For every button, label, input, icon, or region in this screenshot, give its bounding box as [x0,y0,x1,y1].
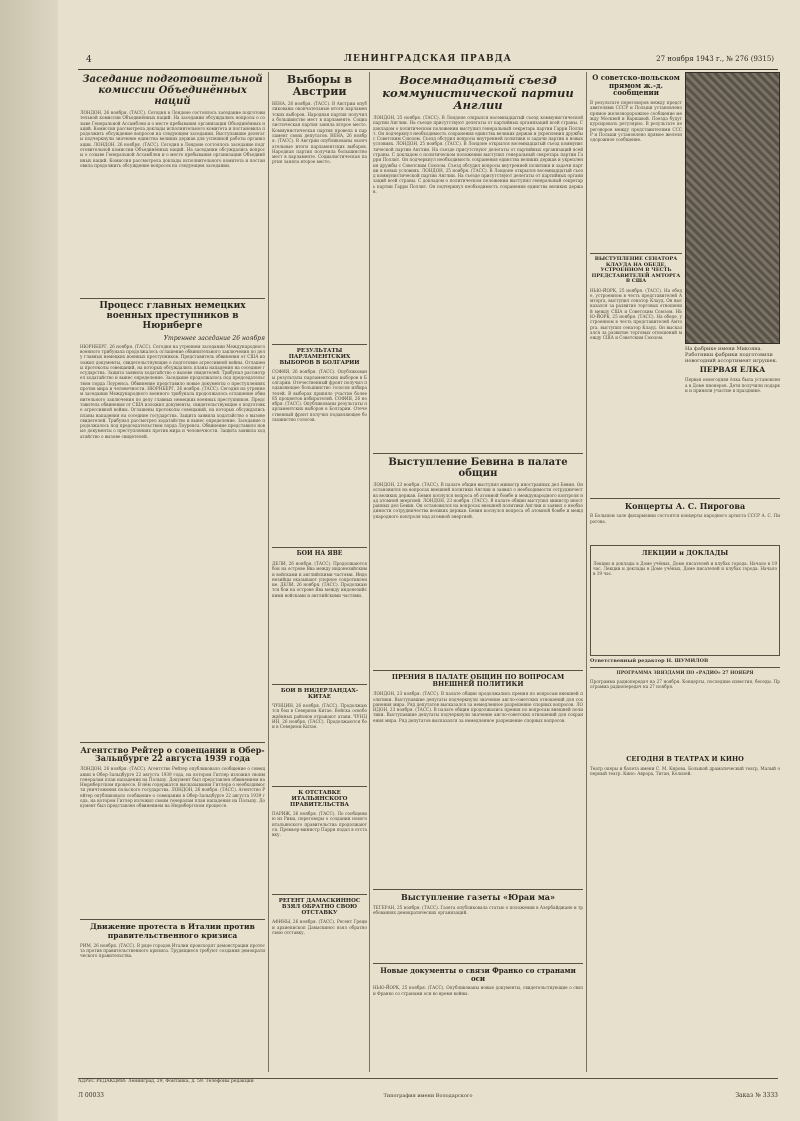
article-text: ЛОНДОН, 25 ноября. (ТАСС). В Лондоне открылся восемнадцатый съезд коммунистической партии Англии. На съезде присутствуют делегаты от партийных организаций всей страны. С докладом о политическом положении выступил генеральный секретарь партии Гарри Поллит. Он подчеркнул необходимость сохранения единства великих держав и укрепления дружбы с Советским Союзом. Съезд обсудил вопросы внутренней политики и задачи партии в новых условиях. ЛОНДОН, 25 ноября. (ТАСС). В Лондоне открылся восемнадцатый съезд коммунистической партии Англии. На съезде присутствуют делегаты от партийных организаций всей страны. С докладом о политическом положении выступил генеральный секретарь партии Гарри Поллит. Он подчеркнул необходимость сохранения единства великих держав и укрепления дружбы с Советским Союзом. Съезд обсудил вопросы внутренней политики и задачи партии в новых условиях. ЛОНДОН, 25 ноября. (ТАСС). В Лондоне открылся восемнадцатый съезд коммунистической партии Англии. На съезде присутствуют делегаты от партийных организаций всей страны. С докладом о политическом положении выступил генеральный секретарь партии Гарри Поллит. Он подчеркнул необходимость сохранения единства великих держав. [373,114,583,195]
headline-bulgaria: РЕЗУЛЬТАТЫ ПАРЛАМЕНТСКИХ ВЫБОРОВ В БОЛГАРИИ [279,348,360,367]
article-text: ЛОНДОН, 23 ноября. (ТАСС). В палате общин выступил министр иностранных дел Бевин. Он остановился на вопросах внешней политики Англии и заявил о необходимости сотрудничества великих держав. Бевин коснулся вопроса об атомной бомбе и международного контроля над атомной энергией. ЛОНДОН, 23 ноября. (ТАСС). В палате общин выступил министр иностранных дел Бевин. Он остановился на вопросах внешней политики Англии и заявил о необходимости сотрудничества великих держав. Бевин коснулся вопроса об атомной бомбе и международного контроля над атомной энергией. [373,481,583,519]
radio-title: ПРОГРАММА ЗВЯЗДАМИ ПО «РАДИО» 27 НОЯБРЯ [616,670,754,676]
headline-lectures: ЛЕКЦИИ и ДОКЛАДЫ [641,549,729,558]
article-text: НЬЮ-ЙОРК, 25 ноября. (ТАСС). На обеде, устроенном в честь представителей Амторга, выступил сенатор Клауд. Он высказался за развитие торговых отношений между США и Советским Союзом. НЬЮ-ЙОРК, 25 ноября. (ТАСС). На обеде, устроенном в честь представителей Амторга, выступил сенатор Клауд. Он высказался за развитие торговых отношений между США и Советским Союзом. [590,287,682,341]
column-4 [590,72,780,1072]
column-rule [369,72,370,1072]
headline-bevin: Выступление Бевина в палате общин [388,456,568,479]
article-text: ЛОНДОН, 26 ноября. (ТАСС). Агентство Рейтер опубликовало сообщение о совещании в Обер-Зальцбурге 22 августа 1939 года, на котором Гитлер изложил своим генералам план нападения на Польшу. Документ был представлен обвинением на Нюрнбергском процессе. В нём содержатся высказывания Гитлера о необходимости уничтожения польского государства. ЛОНДОН, 26 ноября. (ТАСС). Агентство Рейтер опубликовало сообщение о совещании в Обер-Зальцбурге 22 августа 1939 года, на котором Гитлер изложил своим генералам план нападения на Польшу. Документ был представлен обвинением на Нюрнбергском процессе. [80,766,265,809]
masthead [78,53,778,70]
headline-nuremberg: Процесс главных немецких военных преступников в Нюрнберге [99,301,246,331]
footer-printer: Типография имени Володарского [383,1093,473,1099]
headline-debates: ПРЕНИЯ В ПАЛАТЕ ОБЩИН ПО ВОПРОСАМ ВНЕШНЕЙ ПОЛИТИКИ [391,672,565,689]
column-1 [80,72,265,1072]
article-text: РИМ, 26 ноября. (ТАСС). В ряде городов Италии происходят демонстрации протеста против правительственного кризиса. Трудящиеся требуют создания демократического правительства. [80,942,265,959]
page-footer [78,1078,778,1099]
headline-reuters: Агентство Рейтер о совещании в Обер-Зальцбурге 22 августа 1939 года [80,744,265,764]
page-edge [0,0,58,1121]
photo-caption: На фабрике имени Микояна. Работники фабрики подготовили новогодний ассортимент игрушек. [685,346,778,364]
article-text: ДЕЛИ, 26 ноября. (ТАСС). Продолжаются бои на острове Ява между индонезийскими войсками и английскими частями. Индонезийцы оказывают упорное сопротивление. ДЕЛИ, 26 ноября. (ТАСС). Продолжаются бои на острове Ява между индонезийскими войсками и английскими частями. [272,560,367,598]
page-number: 4 [86,55,92,65]
headline-franco: Новые документы о связи Франко со странами оси [380,966,576,983]
article-text: СОФИЯ, 26 ноября. (ТАСС). Опубликованы результаты парламентских выборов в Болгарии. Отечественный фронт получил подавляющее большинство голосов избирателей. В выборах приняло участие более 85 процентов избирателей. СОФИЯ, 26 ноября. (ТАСС). Опубликованы результаты парламентских выборов в Болгарии. Отечественный фронт получил подавляющее большинство голосов. [272,369,367,422]
headline-senator: ВЫСТУПЛЕНИЕ СЕНАТОРА КЛАУДА НА ОБЕДЕ, УСТРОЕННОМ В ЧЕСТЬ ПРЕДСТАВИТЕЛЕЙ АМТОРГА В США [591,256,681,285]
headline-java: БОИ НА ЯВЕ [296,550,343,558]
column-2 [272,72,367,1072]
headline-italy: Движение протеста в Италии против правительственного кризиса [90,922,255,940]
article-text: ЛОНДОН, 23 ноября. (ТАСС). В палате общин продолжались прения по вопросам внешней политики. Выступавшие депутаты подчеркнули значение англо-советских отношений для сохранения мира. Ряд депутатов высказался за немедленное разрешение спорных вопросов. ЛОНДОН, 23 ноября. (ТАСС). В палате общин продолжались прения по вопросам внешней политики. Выступавшие депутаты подчеркнули значение англо-советских отношений для сохранения мира. Ряд депутатов высказался за немедленное разрешение спорных вопросов. [373,691,583,723]
theatre-listings: Театр оперы и балета имени С. М. Кирова, Большой драматический театр, Малый оперный театр. Кино: Аврора, Титан, Колизей. [590,765,780,776]
headline-damaskinos: РЕГЕНТ ДАМАСКИННОС ВЗЯЛ ОБРАТНО СВОЮ ОТСТАВКУ [278,898,361,917]
footer-address: АДРЕС РЕДАКЦИИ: Ленинград, 29, Фонтанка, д. 59. Телефоны редакции [78,1079,254,1084]
article-text: НЮРНБЕРГ, 26 ноября. (ТАСС). Сегодня на утреннем заседании Международного военного трибунала продолжалось оглашение обвинительного заключения по делу главных немецких военных преступников. Представитель обвинения от США изложил документы, свидетельствующие о подготовке агрессивной войны. Оглашены протоколы совещаний, на которых обсуждались планы нападения на соседние государства. Защита заявила ходатайство о вызове свидетелей. Трибунал рассмотрел ходатайство и вынес определение. Заседание продолжалось под председательством лорда Лоуренса. Обвинение представило новые документы о преступлениях против мира и человечности. НЮРНБЕРГ, 26 ноября. (ТАСС). Сегодня на утреннем заседании Международного военного трибунала продолжалось оглашение обвинительного заключения по делу главных немецких военных преступников. Представитель обвинения от США изложил документы, свидетельствующие о подготовке агрессивной войны. Оглашены протоколы совещаний, на которых обсуждались планы нападения на соседние государства. Защита заявила ходатайство о вызове свидетелей. Трибунал рассмотрел ходатайство и вынес определение. Заседание продолжалось под председательством лорда Лоуренса. Обвинение представило новые документы о преступлениях против мира и человечности. Защита заявила ходатайство о вызове свидетелей. [80,343,265,439]
article-text: В результате переговоров между представителями СССР и Польши установлено прямое железнодорожное сообщение между Москвой и Варшавой. Поезда будут курсировать регулярно. В результате переговоров между представителями СССР и Польши установлено прямое железнодорожное сообщение. [590,100,682,143]
article-text: Лекции и доклады в Доме учёных, Доме писателей и клубах города. Начало в 19 час. Лекции и доклады в Доме учёных, Доме писателей и клубах города. Начало в 19 час. [593,560,777,577]
headline-concerts: Концерты А. С. Пирогова [624,500,746,511]
newspaper-photo [685,72,780,344]
lectures-box [590,545,780,655]
headline-italian-govt: К ОТСТАВКЕ ИТАЛЬЯНСКОГО ПРАВИТЕЛЬСТВА [290,790,349,809]
article-text: В Большом зале филармонии состоятся концерты народного артиста СССР А. С. Пирогова. [590,513,780,524]
article-text: ПАРИЖ, 26 ноября. (ТАСС). По сообщению из Рима, переговоры о создании нового итальянского правительства продолжаются. Премьер-министр Парри подал в отставку. [272,811,367,838]
nuremberg-lede: Утреннее заседание 26 ноября [163,334,265,342]
headline-newspaper: Выступление газеты «Юраи ма» [401,892,555,903]
headline-theatres: СЕГОДНЯ В ТЕАТРАХ И КИНО [626,754,744,763]
article-text: НЬЮ-ЙОРК, 25 ноября. (ТАСС). Опубликованы новые документы, свидетельствующие о связи Франко со странами оси во время войны. [373,985,583,996]
article-text: АФИНЫ, 26 ноября. (ТАСС). Регент Греции архиепископ Дамаскинос взял обратно свою отставку. [272,919,367,935]
headline-communist-congress: Восемнадцатый съезд коммунистической партии Англии [382,73,574,113]
headline-china: БОИ В НИДЕРЛАНДАХ-КИТАЕ [280,687,359,700]
article-text: ЛОНДОН, 26 ноября. (ТАСС). Сегодня в Лондоне состоялось заседание подготовительной комиссии Объединённых наций. На заседании обсуждались вопросы о созыве Генеральной Ассамблеи и о месте пребывания организации Объединённых наций. Комиссия рассмотрела доклады исполнительного комитета и постановила продолжить обсуждение вопросов на следующем заседании. Выступавшие делегаты подчеркнули значение единства великих держав для успешной работы организации. ЛОНДОН, 26 ноября. (ТАСС). Сегодня в Лондоне состоялось заседание подготовительной комиссии Объединённых наций. На заседании обсуждались вопросы о созыве Генеральной Ассамблеи и о месте пребывания организации Объединённых наций. Комиссия рассмотрела доклады исполнительного комитета и постановила продолжить обсуждение вопросов на следующем заседании. [80,110,265,168]
headline-austria: Выборы в Австрии [286,73,353,99]
article-text: ТЕГЕРАН, 25 ноября. (ТАСС). Газета опубликовала статью о положении в Азербайджане и требованиях демократических организаций. [373,905,583,916]
article-text: ЧУНЦИН, 26 ноября. (ТАСС). Продолжаются бои в Северном Китае. Войска освобождённых районов отражают атаки. ЧУНЦИН, 26 ноября. (ТАСС). Продолжаются бои в Северном Китае. [272,703,367,730]
article-text: Первая новогодняя ёлка была установлена в Доме пионеров. Дети получили подарки и приняли участие в празднике. [685,377,780,393]
headline-first-tree: ПЕРВАЯ ЕЛКА [699,365,766,374]
radio-text: Программа радиопередач на 27 ноября. Концерты, последние известия, беседы. Программа радиопередач на 27 ноября. [590,678,780,689]
footer-order: Заказ № 3333 [735,1092,778,1099]
headline-railway: О советско-польском прямом ж.-д. сообщении [592,73,680,98]
column-3 [373,72,583,1072]
headline-commission: Заседание подготовительной комиссии Объединённых наций [82,74,263,107]
editor-line: Ответственный редактор Н. ШУМИЛОВ [590,657,709,664]
footer-code: Л 00033 [78,1092,105,1099]
column-rule [268,72,269,1072]
article-text: ВЕНА, 26 ноября. (ТАСС). В Австрии опубликованы окончательные итоги парламентских выборов. Народная партия получила большинство мест в парламенте. Социалистическая партия заняла второе место. Коммунистическая партия провела в парламент своих депутатов. ВЕНА, 26 ноября. (ТАСС). В Австрии опубликованы окончательные итоги парламентских выборов. Народная партия получила большинство мест в парламенте. Социалистическая партия заняла второе место. [272,101,367,165]
newspaper-title: ЛЕНИНГРАДСКАЯ ПРАВДА [344,54,512,64]
column-rule [586,72,587,1072]
issue-date: 27 ноября 1943 г., № 276 (9315) [656,55,774,63]
